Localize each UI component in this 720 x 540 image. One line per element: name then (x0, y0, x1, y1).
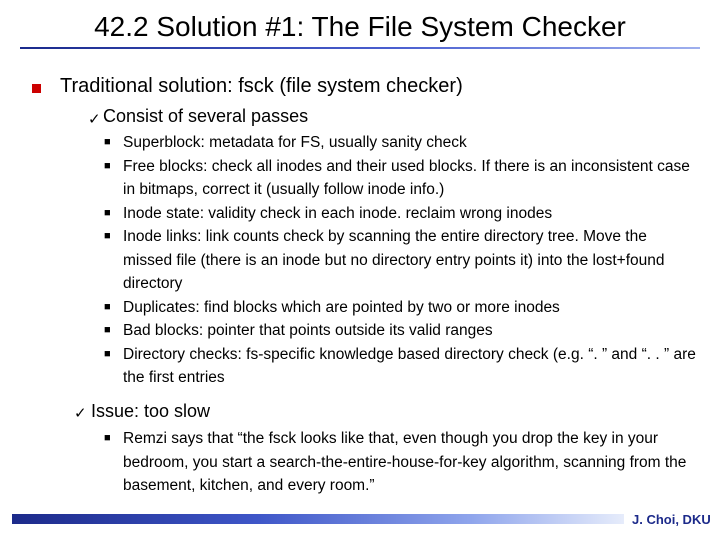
list-item-text: Inode links: link counts check by scanning the entire directory tree. Move the missed file (there is an inode but no directory entry points it) into the lost+found directory (123, 228, 665, 292)
list-item (104, 319, 698, 343)
square-marker-icon: ■ (104, 347, 111, 360)
section-1-list (104, 131, 698, 390)
list-item-text: Remzi says that “the fsck looks like that, even though you drop the key in your bedroom, you start a search-the-entire-house-for-key algorithm, scanning from the basement, kitchen, and every room.” (123, 430, 687, 494)
section-2-heading: Issue: too slow (91, 401, 211, 421)
list-item (104, 296, 698, 320)
list-item-text: Directory checks: fs-specific knowledge based directory check (e.g. “. ” and “. . ” are the first entries (123, 345, 696, 386)
square-marker-icon: ■ (104, 159, 111, 172)
square-marker-icon: ■ (104, 324, 111, 336)
square-marker-icon: ■ (104, 432, 111, 444)
section-1-heading: Consist of several passes (103, 106, 309, 126)
list-item (104, 343, 698, 390)
list-item (104, 427, 698, 498)
list-item-text: Free blocks: check all inodes and their used blocks. If there is an inconsistent case in bitmaps, correct it (usually follow inode info.) (123, 157, 690, 198)
list-item (104, 131, 698, 155)
square-bullet-icon (32, 84, 41, 93)
checkmark-icon: ✓ (74, 405, 87, 422)
list-item-text: Inode state: validity check in each inode. reclaim wrong inodes (123, 204, 553, 222)
list-item-text: Bad blocks: pointer that points outside its valid ranges (123, 322, 493, 339)
footer-gradient-bar (12, 514, 624, 524)
section-2-list (104, 427, 698, 498)
square-marker-icon: ■ (104, 230, 111, 242)
footer-author: J. Choi, DKU (632, 512, 711, 527)
square-marker-icon: ■ (104, 206, 111, 219)
level1-bullet-text: Traditional solution: fsck (file system checker) (60, 75, 463, 97)
square-marker-icon: ■ (104, 136, 111, 148)
list-item-text: Duplicates: find blocks which are pointed by two or more inodes (123, 298, 560, 316)
list-item (104, 225, 698, 296)
title-underline (20, 47, 700, 49)
list-item-text: Superblock: metadata for FS, usually sanity check (123, 134, 467, 151)
checkmark-icon: ✓ (88, 111, 101, 128)
list-item (104, 155, 698, 202)
list-item (104, 202, 698, 226)
square-marker-icon: ■ (104, 300, 111, 313)
slide-title: 42.2 Solution #1: The File System Checker (94, 11, 626, 42)
